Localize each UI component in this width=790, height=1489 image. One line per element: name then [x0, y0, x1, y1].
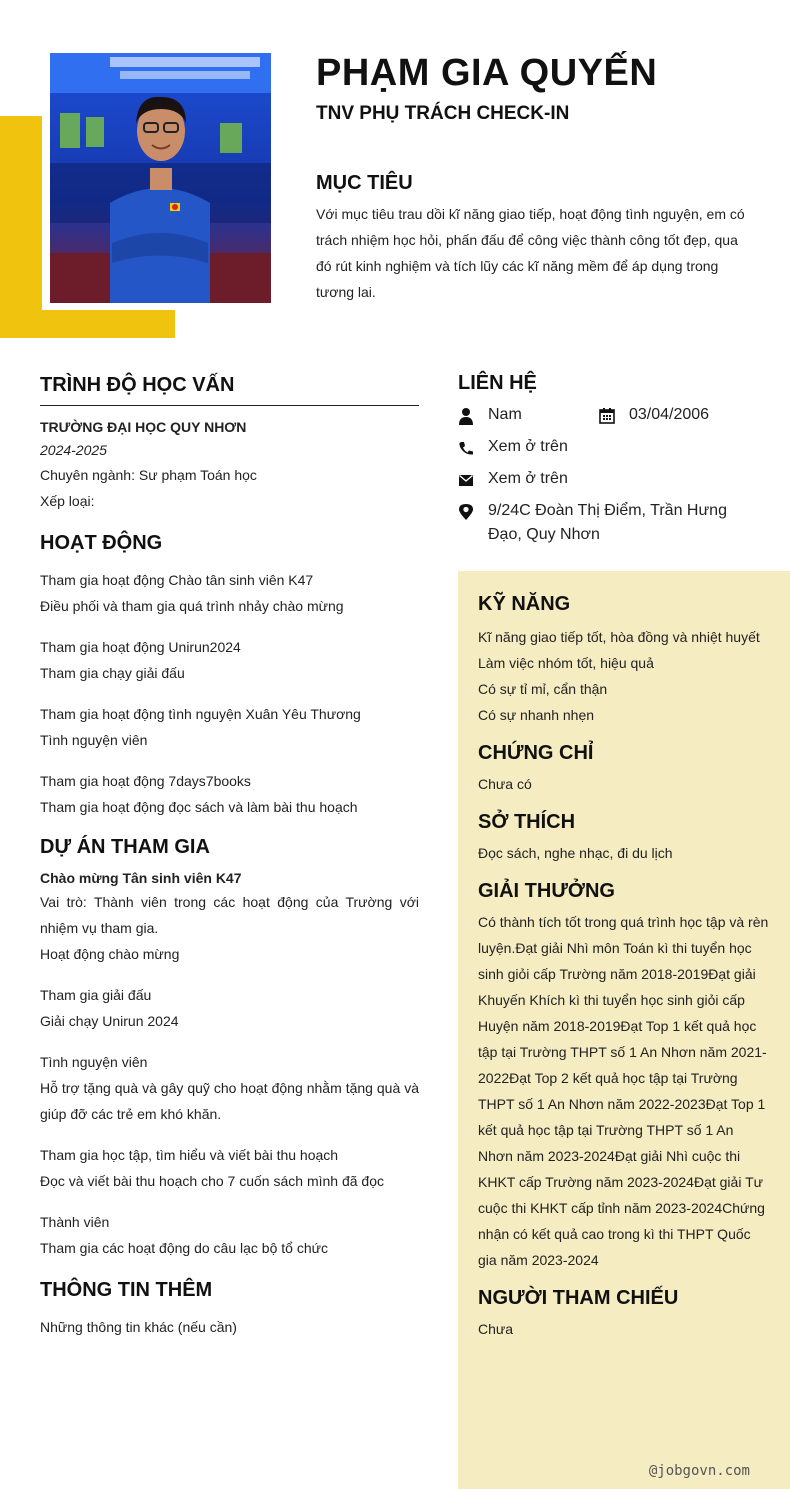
- activities-title: HOẠT ĐỘNG: [40, 532, 163, 554]
- activity-item: [40, 701, 419, 753]
- contact-phone[interactable]: Xem ở trên: [488, 438, 568, 455]
- candidate-role: TNV PHỤ TRÁCH CHECK-IN: [316, 103, 570, 124]
- activity-desc: Điều phối và tham gia quá trình nhảy chào mừng: [40, 598, 344, 614]
- education-title: TRÌNH ĐỘ HỌC VẤN: [40, 374, 235, 396]
- project-item: [40, 1209, 419, 1261]
- education-school: TRƯỜNG ĐẠI HỌC QUY NHƠN: [40, 419, 247, 435]
- activity-desc: Tham gia hoạt động đọc sách và làm bài thu hoạch: [40, 799, 358, 815]
- education-years: 2024-2025: [40, 442, 107, 458]
- side-panel: [458, 571, 790, 1489]
- certificates-text: Chưa có: [478, 776, 532, 792]
- skill-item: Làm việc nhóm tốt, hiệu quả: [478, 655, 654, 671]
- left-column: [40, 374, 419, 1340]
- project-item: [40, 982, 419, 1034]
- activity-item: [40, 634, 419, 686]
- contact-address: 9/24C Đoàn Thị Điểm, Trần Hưng Đạo, Quy Nhơn: [488, 502, 727, 543]
- decor-yellow-bar-vertical: [0, 116, 42, 338]
- awards-title: GIẢI THƯỞNG: [478, 880, 615, 902]
- phone-icon: [458, 439, 474, 457]
- awards-section: [478, 880, 770, 1273]
- projects-section: [40, 836, 419, 1261]
- contact-row-address: [458, 499, 790, 555]
- location-pin-icon: [458, 503, 474, 521]
- project-role: Tham gia học tập, tìm hiểu và viết bài thu hoạch: [40, 1147, 339, 1163]
- objective-text: Với mục tiêu trau dồi kĩ năng giao tiếp, hoạt động tình nguyện, em có trách nhiệm học hỏi, phấn đấu để công việc thành công tốt đẹp, qua đó rút kinh nghiệm và tích lũy các kĩ năng mềm để áp dụng trong tương lai.: [316, 206, 745, 300]
- activity-name: Tham gia hoạt động tình nguyện Xuân Yêu Thương: [40, 706, 361, 722]
- project-desc: Hoạt động chào mừng: [40, 946, 180, 962]
- contact-row-email: [458, 467, 790, 499]
- project-item: [40, 867, 419, 967]
- activity-name: Tham gia hoạt động Unirun2024: [40, 639, 241, 655]
- profile-photo: [50, 53, 271, 303]
- contact-row-phone: [458, 435, 790, 467]
- project-name: Chào mừng Tân sinh viên K47: [40, 870, 242, 886]
- hobbies-section: [478, 811, 770, 866]
- activity-name: Tham gia hoạt động Chào tân sinh viên K47: [40, 572, 314, 588]
- skill-item: Kĩ năng giao tiếp tốt, hòa đồng và nhiệt huyết: [478, 629, 760, 645]
- more-info-section: [40, 1279, 419, 1340]
- objective-section: [316, 172, 746, 305]
- references-title: NGƯỜI THAM CHIẾU: [478, 1287, 679, 1309]
- more-info-title: THÔNG TIN THÊM: [40, 1279, 213, 1301]
- activity-desc: Tham gia chạy giải đấu: [40, 665, 185, 681]
- contact-row-gender-birthday: [458, 403, 790, 435]
- hobbies-text: Đọc sách, nghe nhạc, đi du lịch: [478, 845, 673, 861]
- references-text: Chưa: [478, 1321, 514, 1337]
- project-desc: Giải chạy Unirun 2024: [40, 1013, 179, 1029]
- person-icon: [458, 407, 474, 425]
- contact-title: LIÊN HỆ: [458, 372, 537, 394]
- project-role: Tình nguyện viên: [40, 1054, 148, 1070]
- education-rank: Xếp loại:: [40, 493, 95, 509]
- project-item: [40, 1049, 419, 1127]
- calendar-icon: [599, 407, 615, 425]
- projects-title: DỰ ÁN THAM GIA: [40, 836, 210, 858]
- project-role: Tham gia giải đấu: [40, 987, 152, 1003]
- skill-item: Có sự tỉ mỉ, cẩn thận: [478, 681, 608, 697]
- decor-yellow-bar-horizontal: [0, 310, 175, 338]
- hobbies-title: SỞ THÍCH: [478, 811, 576, 833]
- objective-title: MỤC TIÊU: [316, 172, 413, 194]
- contact-gender: Nam: [488, 406, 522, 423]
- watermark: @jobgovn.com: [648, 1463, 750, 1479]
- certificates-title: CHỨNG CHỈ: [478, 742, 594, 764]
- activity-desc: Tình nguyện viên: [40, 732, 148, 748]
- project-desc: Đọc và viết bài thu hoạch cho 7 cuốn sách mình đã đọc: [40, 1173, 384, 1189]
- skill-item: Có sự nhanh nhẹn: [478, 707, 595, 723]
- contact-email[interactable]: Xem ở trên: [488, 470, 568, 487]
- references-section: [478, 1287, 770, 1342]
- activity-item: [40, 768, 419, 820]
- more-info-text: Những thông tin khác (nếu cần): [40, 1319, 237, 1335]
- skills-section: [478, 593, 770, 728]
- awards-text: Có thành tích tốt trong quá trình học tập và rèn luyện.Đạt giải Nhì môn Toán kì thi tuyển học sinh giỏi cấp Trường năm 2018-2019Đạt giải Khuyến Khích kì thi tuyển học sinh giỏi cấp Huyện năm 2018-2019Đạt Top 1 kết quả học tập tại Trường THPT số 1 An Nhơn năm 2021-2022Đạt Top 2 kết quả học tập tại Trường THPT số 1 An Nhơn năm 2022-2023Đạt Top 1 kết quả học tập tại Trường THPT số 1 An Nhơn năm 2023-2024Đạt giải Nhì cuộc thi KHKT cấp Trường năm 2023-2024Đạt giải Tư cuộc thi KHKT cấp tỉnh năm 2023-2024Chứng nhận có kết quả cao trong kì thi THPT Quốc gia năm 2023-2024: [478, 914, 769, 1268]
- activity-item: [40, 567, 419, 619]
- education-major: Chuyên ngành: Sư phạm Toán học: [40, 467, 257, 483]
- certificates-section: [478, 742, 770, 797]
- project-desc: Hỗ trợ tặng quà và gây quỹ cho hoạt động nhằm tặng quà và giúp đỡ các trẻ em khó khăn.: [40, 1080, 419, 1122]
- contact-birthday: 03/04/2006: [629, 406, 710, 423]
- candidate-name: PHẠM GIA QUYẾN: [316, 52, 658, 94]
- project-role: Vai trò: Thành viên trong các hoạt động của Trường với nhiệm vụ tham gia.: [40, 894, 419, 936]
- education-section: [40, 374, 419, 514]
- skills-title: KỸ NĂNG: [478, 593, 571, 615]
- project-item: [40, 1142, 419, 1194]
- contact-section: [458, 372, 790, 555]
- mail-icon: [458, 471, 474, 489]
- education-divider: [40, 405, 419, 406]
- project-role: Thành viên: [40, 1214, 110, 1230]
- activity-name: Tham gia hoạt động 7days7books: [40, 773, 251, 789]
- project-desc: Tham gia các hoạt động do câu lạc bộ tổ chức: [40, 1240, 328, 1256]
- activities-section: [40, 532, 419, 820]
